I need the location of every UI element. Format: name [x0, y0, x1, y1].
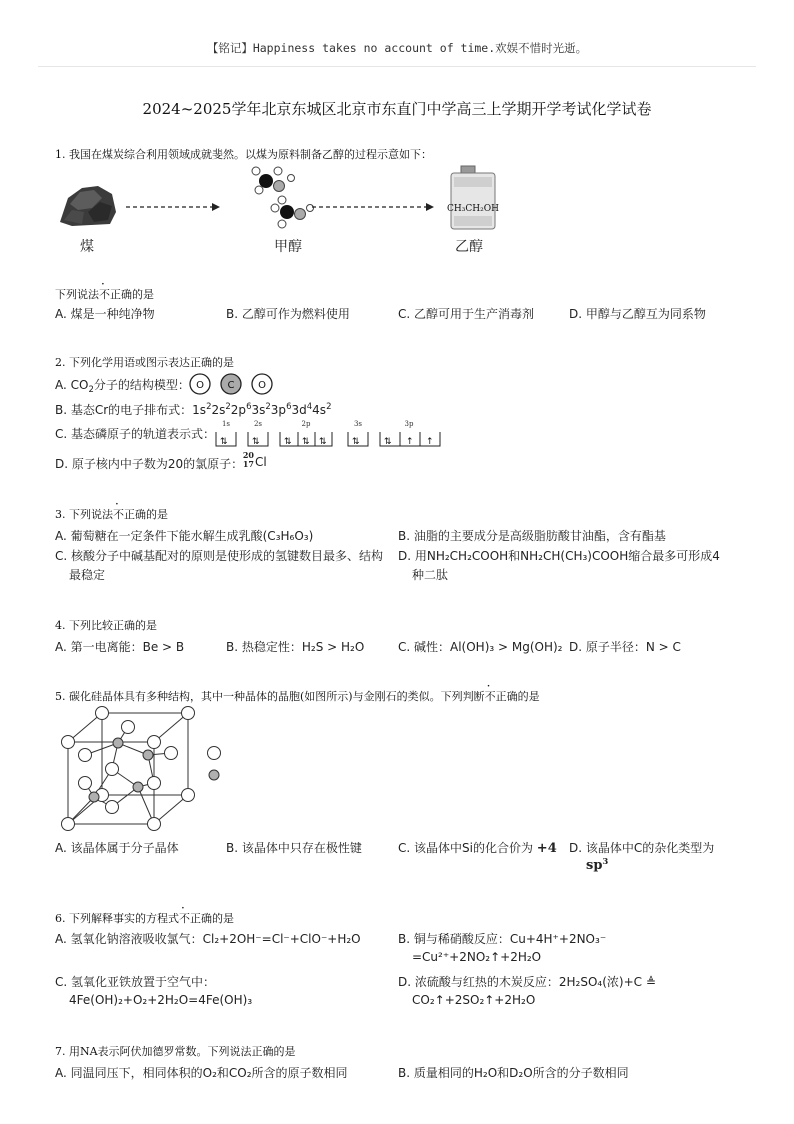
svg-text:⇅: ⇅ — [220, 437, 228, 447]
svg-text:O: O — [258, 380, 266, 391]
q3-option-a[interactable]: A. 葡萄糖在一定条件下能水解生成乳酸(C₃H₆O₃) — [55, 529, 314, 543]
q1-option-a[interactable]: A. 煤是一种纯净物 — [55, 307, 155, 321]
q3-option-b[interactable]: B. 油脂的主要成分是高级脂肪酸甘油酯，含有酯基 — [398, 529, 666, 543]
q6-stem: 6. 下列解释事实的方程式不正确的是 — [55, 912, 234, 925]
svg-text:1s: 1s — [221, 420, 231, 428]
q4-option-b[interactable]: B. 热稳定性：H₂S > H₂O — [226, 640, 365, 654]
header-divider — [38, 66, 756, 67]
page-title: 2024~2025学年北京东城区北京市东直门中学高三上学期开学考试化学试卷 — [142, 100, 652, 118]
q5-stem: 5. 碳化硅晶体具有多种结构，其中一种晶体的晶胞(如图所示)与金刚石的类似。下列判断不正确的是 — [55, 690, 540, 703]
q7-option-b[interactable]: B. 质量相同的H₂O和D₂O所含的分子数相同 — [398, 1066, 629, 1080]
legend-white-atom — [208, 747, 221, 760]
q5-option-c[interactable]: C. 该晶体中Si的化合价为 +4 — [398, 841, 557, 856]
q2-option-b[interactable]: B. 基态Cr的电子排布式：$1s^22s^22p^63s^23p^63d^44s^2$ — [55, 402, 332, 417]
methanol-molecules — [252, 167, 314, 228]
svg-text:3p: 3p — [404, 420, 414, 428]
q6-option-c-cont: 4Fe(OH)₂+O₂+2H₂O=4Fe(OH)₃ — [69, 993, 253, 1007]
caption-methanol: 甲醇 — [274, 239, 302, 255]
svg-text:⇅: ⇅ — [284, 437, 292, 447]
q4-stem: 4. 下列比较正确的是 — [55, 619, 157, 632]
q1-stem: 1. 我国在煤炭综合利用领域成就斐然。以煤为原料制备乙醇的过程示意如下： — [55, 148, 432, 161]
caption-coal: 煤 — [80, 239, 94, 255]
sic-unit-cell-diagram — [56, 705, 236, 835]
svg-text:⇅: ⇅ — [252, 437, 260, 447]
q3-option-c[interactable]: C. 核酸分子中碱基配对的原则是使形成的氢键数目最多、结构 — [55, 549, 384, 563]
q3-option-d-cont: 种二肽 — [412, 568, 449, 582]
legend-gray-atom — [209, 770, 219, 780]
co2-model — [188, 373, 274, 395]
svg-text:↑: ↑ — [406, 437, 414, 447]
q6-option-b[interactable]: B. 铜与稀硝酸反应：Cu+4H⁺+2NO₃⁻ — [398, 932, 607, 946]
q2-stem: 2. 下列化学用语或图示表达正确的是 — [55, 356, 234, 369]
q2-option-d[interactable]: D. 原子核内中子数为20的氯原子： — [55, 457, 244, 471]
q6-option-b-cont: =Cu²⁺+2NO₂↑+2H₂O — [412, 950, 542, 964]
svg-text:C: C — [227, 380, 235, 391]
q4-option-c[interactable]: C. 碱性：Al(OH)₃ > Mg(OH)₂ — [398, 640, 563, 654]
emphasis-dots: 不正确 — [484, 690, 518, 703]
svg-text:3s: 3s — [353, 420, 363, 428]
svg-text:↑: ↑ — [426, 437, 434, 447]
q1-option-b[interactable]: B. 乙醇可作为燃料使用 — [226, 307, 350, 321]
isotope-numbers: 20 17 — [242, 450, 254, 469]
svg-text:⇅: ⇅ — [384, 437, 392, 447]
svg-text:⇅: ⇅ — [319, 437, 327, 447]
q7-option-a[interactable]: A. 同温同压下，相同体积的O₂和CO₂所含的原子数相同 — [55, 1066, 348, 1080]
q2-option-c[interactable]: C. 基态磷原子的轨道表示式： — [55, 427, 216, 441]
isotope-symbol: Cl — [255, 455, 267, 469]
q6-option-c[interactable]: C. 氢氧化亚铁放置于空气中： — [55, 975, 216, 989]
q5-option-b[interactable]: B. 该晶体中只存在极性键 — [226, 841, 362, 855]
q6-option-d-cont: CO₂↑+2SO₂↑+2H₂O — [412, 993, 536, 1007]
emphasis-dots: 不正确 — [99, 288, 132, 301]
q7-stem: 7. 用NA表示阿伏加德罗常数。下列说法正确的是 — [55, 1045, 296, 1058]
svg-text:2s: 2s — [253, 420, 263, 428]
q6-option-d[interactable]: D. 浓硫酸与红热的木炭反应：2H₂SO₄(浓)+C ≜ — [398, 975, 656, 989]
coal-image — [60, 186, 116, 226]
q6-option-a[interactable]: A. 氢氧化钠溶液吸收氯气：Cl₂+2OH⁻=Cl⁻+ClO⁻+H₂O — [55, 932, 361, 946]
bottle-label: CH₃CH₂OH — [447, 204, 499, 214]
svg-text:O: O — [196, 380, 204, 391]
emphasis-dots: 不正确 — [113, 508, 146, 521]
q5-option-d[interactable]: D. 该晶体中C的杂化类型为 — [569, 841, 715, 855]
q3-option-d[interactable]: D. 用NH₂CH₂COOH和NH₂CH(CH₃)COOH缩合最多可形成4 — [398, 549, 720, 563]
q5-option-d-value: $sp^3$ — [586, 857, 609, 873]
q5-option-a[interactable]: A. 该晶体属于分子晶体 — [55, 841, 179, 855]
q1-ask: 下列说法不正确的是 — [55, 288, 154, 301]
emphasis-dots: 不正确 — [179, 912, 212, 925]
q1-option-c[interactable]: C. 乙醇可用于生产消毒剂 — [398, 307, 535, 321]
ethanol-bottle-image — [447, 166, 499, 229]
q3-stem: 3. 下列说法不正确的是 — [55, 508, 168, 521]
q3-option-c-cont: 最稳定 — [69, 568, 106, 582]
caption-ethanol: 乙醇 — [455, 239, 483, 255]
svg-text:⇅: ⇅ — [302, 437, 310, 447]
phosphorus-orbital-diagram — [212, 418, 444, 450]
svg-text:⇅: ⇅ — [352, 437, 360, 447]
page-header: 【铭记】Happiness takes no account of time.欢娱不惜时光逝。 — [206, 41, 588, 55]
q1-option-d[interactable]: D. 甲醇与乙醇互为同系物 — [569, 307, 706, 321]
q2-option-a[interactable]: A. $CO_2$分子的结构模型： — [55, 378, 190, 395]
q4-option-a[interactable]: A. 第一电离能：Be > B — [55, 640, 185, 654]
svg-text:2p: 2p — [301, 420, 311, 428]
q4-option-d[interactable]: D. 原子半径：N > C — [569, 640, 681, 654]
